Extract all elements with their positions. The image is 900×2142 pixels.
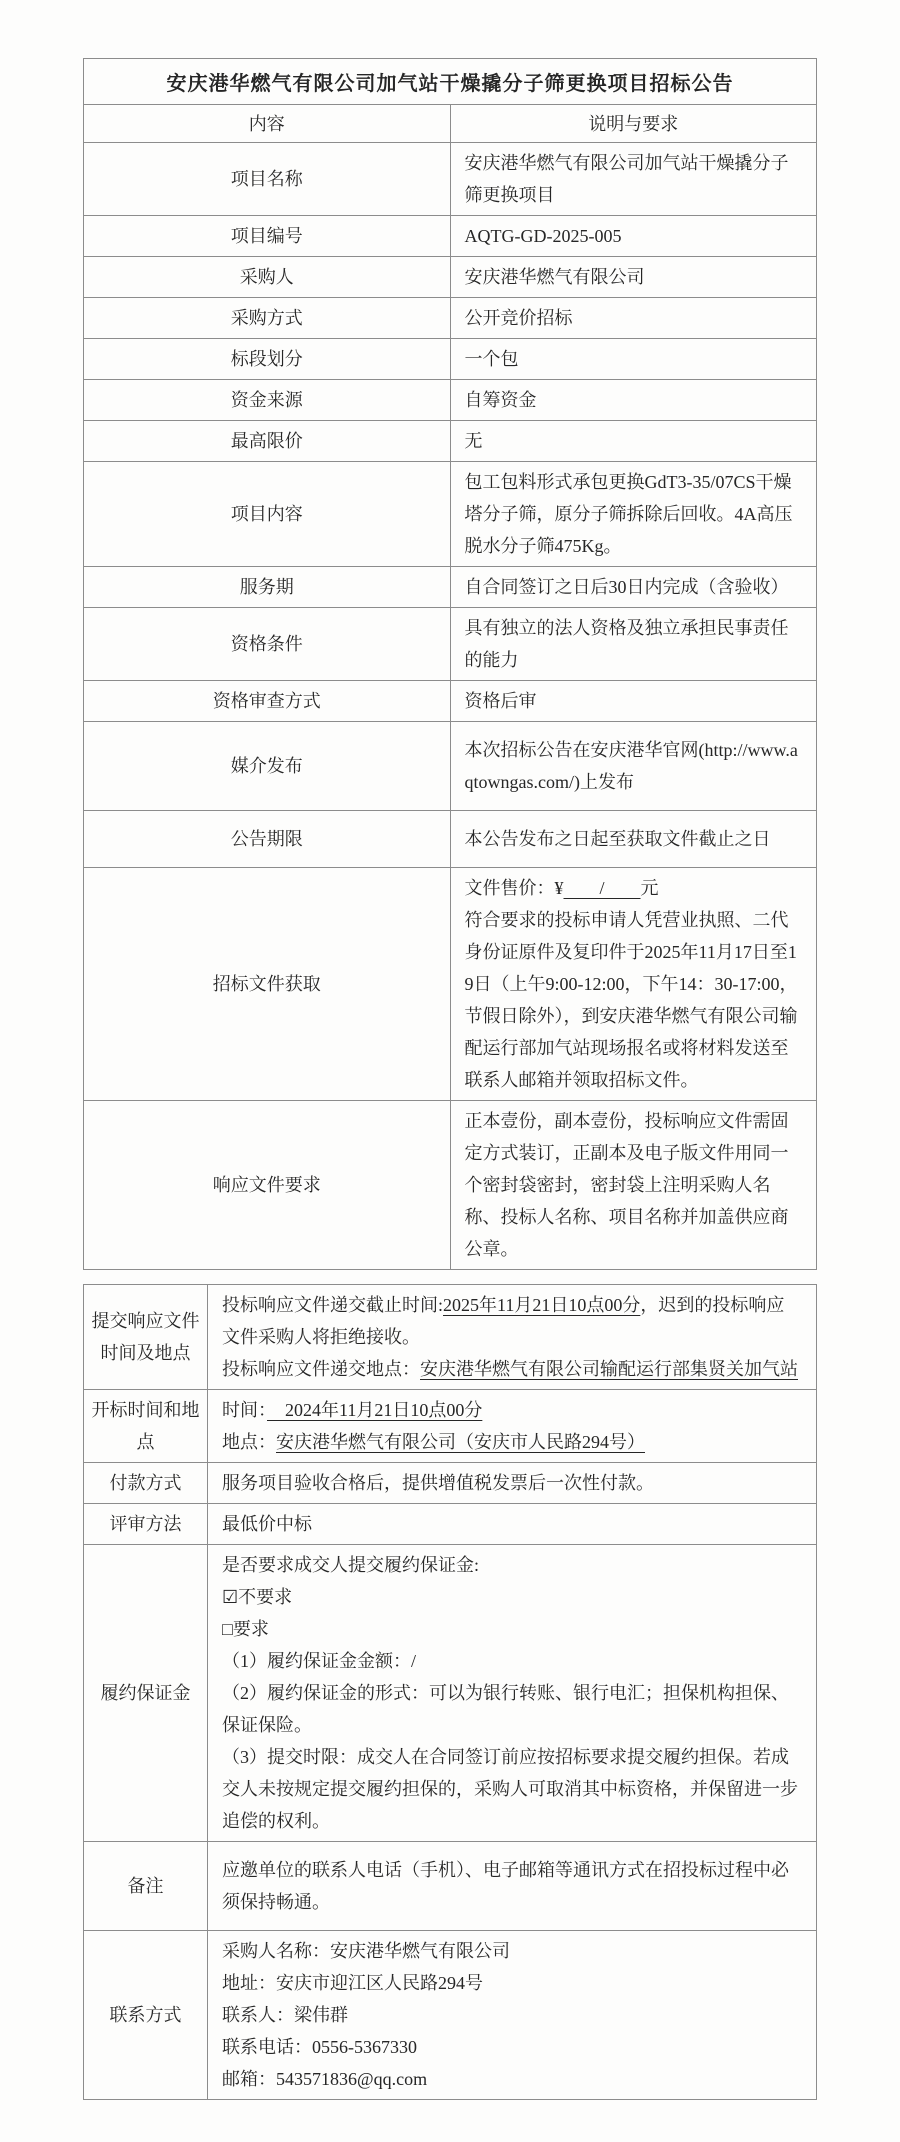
row-label: 招标文件获取 [84,868,451,1101]
text-segment: 具有独立的法人资格及独立承担民事责任的能力 [464,618,789,670]
checkbox-unchecked-icon: □ [222,1619,233,1639]
row-content [450,722,817,811]
text-segment: 本次招标公告在安庆港华官网(http://www.aqtowngas.com/)上发布 [464,740,798,792]
text-segment: 投标响应文件递交截止时间: [222,1295,443,1315]
text-segment: 包工包料形式承包更换GdT3-35/07CS干燥塔分子筛，原分子筛拆除后回收。4A高压脱水分子筛475Kg。 [464,472,793,556]
text-segment: 本公告发布之日起至获取文件截止之日 [464,829,771,849]
row-label: 公告期限 [84,811,451,868]
content-paragraph [465,904,803,1096]
content-paragraph [465,425,803,457]
row-content [450,143,817,216]
text-segment: ，迟到的投标响应文件采购人将拒绝接收。 [222,1295,785,1347]
bid-opening-location: 安庆港华燃气有限公司（安庆市人民路294号） [276,1432,645,1452]
announcement-table-continued-body [84,1285,817,2100]
document-title-row [84,59,817,105]
text-segment: 不要求 [238,1587,293,1607]
content-paragraph [222,2031,802,2063]
table-row [84,567,817,608]
table-row [84,681,817,722]
content-paragraph [222,1394,802,1426]
table-row [84,1504,817,1545]
document-title: 安庆港华燃气有限公司加气站干燥撬分子筛更换项目招标公告 [84,59,817,105]
row-label: 媒介发布 [84,722,451,811]
row-label: 采购人 [84,257,451,298]
submission-location: 安庆港华燃气有限公司输配运行部集贤关加气站 [420,1359,798,1379]
content-paragraph [222,1426,802,1458]
table-row [84,380,817,421]
announcement-table-continued [83,1284,817,2100]
announcement-table-main-body [84,59,817,1270]
table-row [84,1931,817,2100]
row-content [450,257,817,298]
row-content [208,1545,817,1842]
row-content [450,380,817,421]
content-paragraph [465,384,803,416]
row-content [450,1101,817,1270]
content-paragraph [465,147,803,211]
row-label: 标段划分 [84,339,451,380]
content-paragraph [465,612,803,676]
row-label: 履约保证金 [84,1545,208,1842]
row-label: 资格审查方式 [84,681,451,722]
text-segment: 公开竞价招标 [464,308,573,328]
content-paragraph [222,1549,802,1581]
text-segment: 地址：安庆市迎江区人民路294号 [222,1973,483,1993]
text-segment: 安庆港华燃气有限公司 [464,267,645,287]
text-segment: 服务项目验收合格后，提供增值税发票后一次性付款。 [222,1473,654,1493]
content-paragraph [465,466,803,562]
bid-opening-time: 2024年11月21日10点00分 [267,1400,483,1420]
text-segment: 最低价中标 [222,1514,312,1534]
column-header-row [84,105,817,143]
text-segment: 正本壹份，副本壹份，投标响应文件需固定方式装订，正副本及电子版文件用同一个密封袋密封，密封袋上注明采购人名称、投标人名称、项目名称并加盖供应商公章。 [464,1111,789,1259]
row-label: 评审方法 [84,1504,208,1545]
announcement-table-main [83,58,817,1270]
row-label: 付款方式 [84,1463,208,1504]
text-segment: 邮箱：543571836@qq.com [222,2069,428,2089]
content-paragraph [465,302,803,334]
content-paragraph [222,1967,802,1999]
text-segment: 要求 [232,1619,269,1639]
table-row [84,1842,817,1931]
row-content [450,608,817,681]
content-paragraph [222,1467,802,1499]
row-content [450,339,817,380]
table-row [84,811,817,868]
content-paragraph [465,571,803,603]
row-content [208,1285,817,1390]
text-segment: 自筹资金 [464,390,537,410]
text-segment: 地点： [222,1432,276,1452]
row-content [208,1390,817,1463]
row-label: 提交响应文件时间及地点 [84,1285,208,1390]
content-paragraph [222,1741,802,1837]
table-row [84,1101,817,1270]
doc-price-blank: / [563,878,641,898]
content-paragraph [222,1581,802,1613]
row-label: 最高限价 [84,421,451,462]
content-paragraph [222,1854,802,1918]
content-paragraph [222,1508,802,1540]
text-segment: 安庆港华燃气有限公司加气站干燥撬分子筛更换项目 [464,153,789,205]
table-row [84,1390,817,1463]
content-paragraph [222,1289,802,1353]
checkbox-checked-icon: ☑ [222,1587,239,1607]
table-row [84,421,817,462]
row-label: 备注 [84,1842,208,1931]
row-content [450,681,817,722]
row-label: 联系方式 [84,1931,208,2100]
column-header-label: 内容 [84,105,451,143]
row-label: 资格条件 [84,608,451,681]
text-segment: 资格后审 [464,691,537,711]
content-paragraph [222,1353,802,1385]
content-paragraph [465,220,803,252]
content-paragraph [222,1613,802,1645]
table-row [84,1463,817,1504]
table-row [84,1285,817,1390]
content-paragraph [222,1999,802,2031]
row-label: 项目编号 [84,216,451,257]
table-row [84,868,817,1101]
text-segment: 联系人：梁伟群 [222,2005,348,2025]
text-segment: 采购人名称：安庆港华燃气有限公司 [222,1941,510,1961]
row-label: 采购方式 [84,298,451,339]
row-content [450,216,817,257]
text-segment: 符合要求的投标申请人凭营业执照、二代身份证原件及复印件于2025年11月17日至19日（上午9:00-12:00，下午14：30-17:00，节假日除外），到安庆港华燃气有限公司输配运行部加气站现场报名或将材料发送至联系人邮箱并领取招标文件。 [464,910,798,1090]
text-segment: 时间： [222,1400,267,1420]
row-label: 服务期 [84,567,451,608]
row-label: 项目名称 [84,143,451,216]
row-content [450,298,817,339]
text-segment: 一个包 [464,349,519,369]
text-segment: 无 [464,431,483,451]
row-content [208,1463,817,1504]
content-paragraph [222,1677,802,1741]
text-segment: （3）提交时限：成交人在合同签订前应按招标要求提交履约担保。若成交人未按规定提交履约担保的，采购人可取消其中标资格，并保留进一步追偿的权利。 [222,1747,798,1831]
content-paragraph [465,1105,803,1265]
content-paragraph [465,343,803,375]
column-header-content: 说明与要求 [450,105,817,143]
content-paragraph [465,823,803,855]
text-segment: （1）履约保证金金额：/ [222,1651,416,1671]
text-segment: 应邀单位的联系人电话（手机）、电子邮箱等通讯方式在招投标过程中必须保持畅通。 [222,1860,789,1912]
table-row [84,143,817,216]
text-segment: 是否要求成交人提交履约保证金: [222,1555,479,1575]
table-row [84,298,817,339]
row-content [208,1842,817,1931]
text-segment: 联系电话：0556-5367330 [222,2037,417,2057]
table-row [84,257,817,298]
content-paragraph [465,261,803,293]
row-content [450,421,817,462]
text-segment: 投标响应文件递交地点： [222,1359,420,1379]
content-paragraph [465,734,803,798]
content-paragraph [222,2063,802,2095]
table-row [84,216,817,257]
row-content [450,567,817,608]
table-row [84,608,817,681]
content-paragraph [465,685,803,717]
table-row [84,722,817,811]
row-content [208,1931,817,2100]
content-paragraph [465,872,803,904]
text-segment: 元 [640,878,659,898]
table-row [84,1545,817,1842]
text-segment: （2）履约保证金的形式：可以为银行转账、银行电汇；担保机构担保、保证保险。 [222,1683,789,1735]
content-paragraph [222,1645,802,1677]
text-segment: 自合同签订之日后30日内完成（含验收） [464,577,789,597]
row-content [208,1504,817,1545]
row-label: 项目内容 [84,462,451,567]
row-label: 资金来源 [84,380,451,421]
table-row [84,462,817,567]
text-segment: 文件售价：¥ [464,878,564,898]
content-paragraph [222,1935,802,1967]
submission-deadline: 2025年11月21日10点00分 [443,1295,641,1315]
row-label: 开标时间和地点 [84,1390,208,1463]
table-row [84,339,817,380]
row-content [450,811,817,868]
row-label: 响应文件要求 [84,1101,451,1270]
row-content [450,462,817,567]
text-segment: AQTG-GD-2025-005 [464,226,622,246]
row-content [450,868,817,1101]
